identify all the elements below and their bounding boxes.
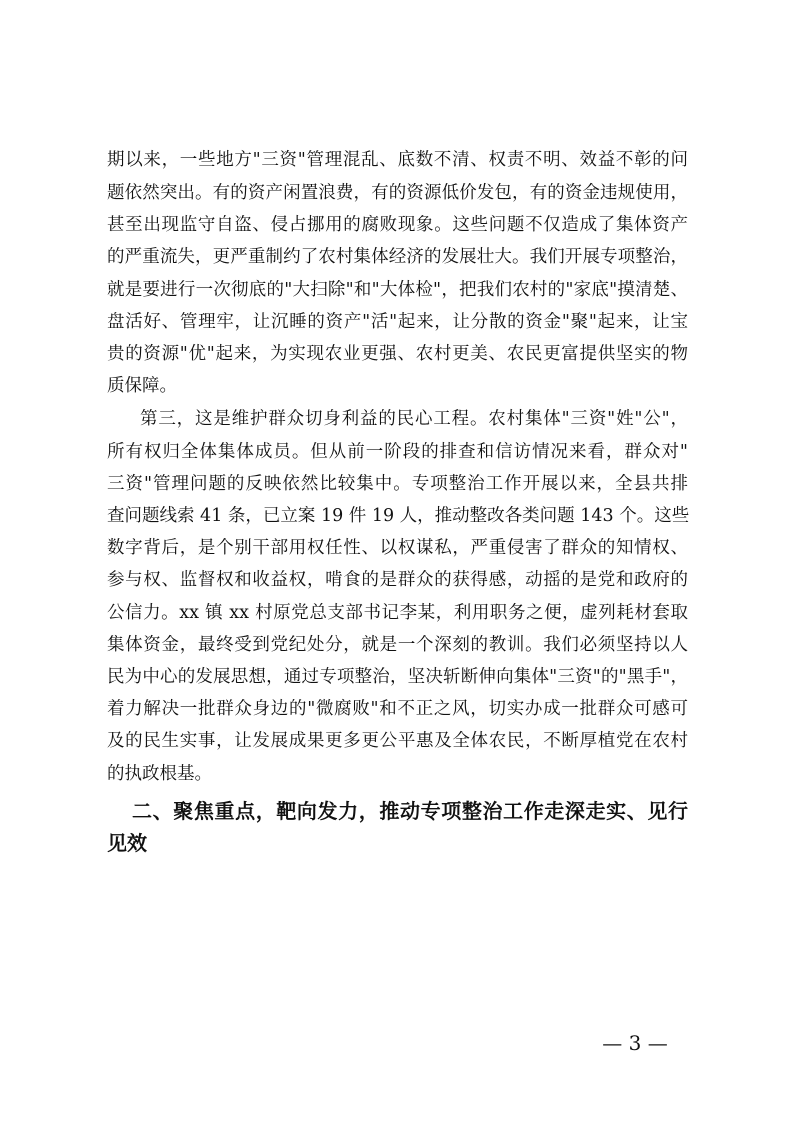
text-line: 数字背后，是个别干部用权任性、以权谋私，严重侵害了群众的知情权、 (107, 538, 688, 558)
text-line: 集体资金，最终受到党纪处分，就是一个深刻的教训。我们必须坚持以人 (107, 635, 688, 655)
heading-line: 二、聚焦重点，靶向发力，推动专项整治工作走深走实、见行 (132, 799, 688, 823)
page-number: — 3 — (602, 1031, 668, 1055)
text-line: 甚至出现监守自盗、侵占挪用的腐败现象。这些问题不仅造成了集体资产 (107, 215, 688, 235)
text-line: 的执政根基。 (107, 764, 212, 784)
text-line: 民为中心的发展思想，通过专项整治，坚决斩断伸向集体"三资"的"黑手"， (107, 667, 688, 687)
text-line: 期以来，一些地方"三资"管理混乱、底数不清、权责不明、效益不彰的问 (107, 150, 688, 170)
text-line: 及的民生实事，让发展成果更多更公平惠及全体农民，不断厚植党在农村 (107, 731, 688, 751)
text-line: 第三，这是维护群众切身利益的民心工程。农村集体"三资"姓"公"， (140, 409, 688, 429)
text-line: 查问题线索 41 条，已立案 19 件 19 人，推动整改各类问题 143 个。这些 (107, 506, 690, 526)
text-line: 题依然突出。有的资产闲置浪费，有的资源低价发包，有的资金违规使用， (107, 183, 688, 203)
text-line: 的严重流失，更严重制约了农村集体经济的发展壮大。我们开展专项整治， (107, 247, 688, 267)
text-line: 贵的资源"优"起来，为实现农业更强、农村更美、农民更富提供坚实的物 (107, 344, 688, 364)
text-line: 着力解决一批群众身边的"微腐败"和不正之风，切实办成一批群众可感可 (107, 699, 688, 719)
text-line: 就是要进行一次彻底的"大扫除"和"大体检"，把我们农村的"家底"摸清楚、 (107, 280, 688, 300)
text-line: 所有权归全体集体成员。但从前一阶段的排查和信访情况来看，群众对" (107, 442, 688, 462)
text-line: 盘活好、管理牢，让沉睡的资产"活"起来，让分散的资金"聚"起来，让宝 (107, 312, 688, 332)
text-line: 公信力。xx 镇 xx 村原党总支部书记李某，利用职务之便，虚列耗材套取 (107, 603, 688, 623)
text-line: 三资"管理问题的反映依然比较集中。专项整治工作开展以来，全县共排 (107, 474, 688, 494)
text-line: 质保障。 (107, 376, 177, 396)
text-line: 参与权、监督权和收益权，啃食的是群众的获得感，动摇的是党和政府的 (107, 570, 688, 590)
heading-line: 见效 (107, 831, 147, 855)
